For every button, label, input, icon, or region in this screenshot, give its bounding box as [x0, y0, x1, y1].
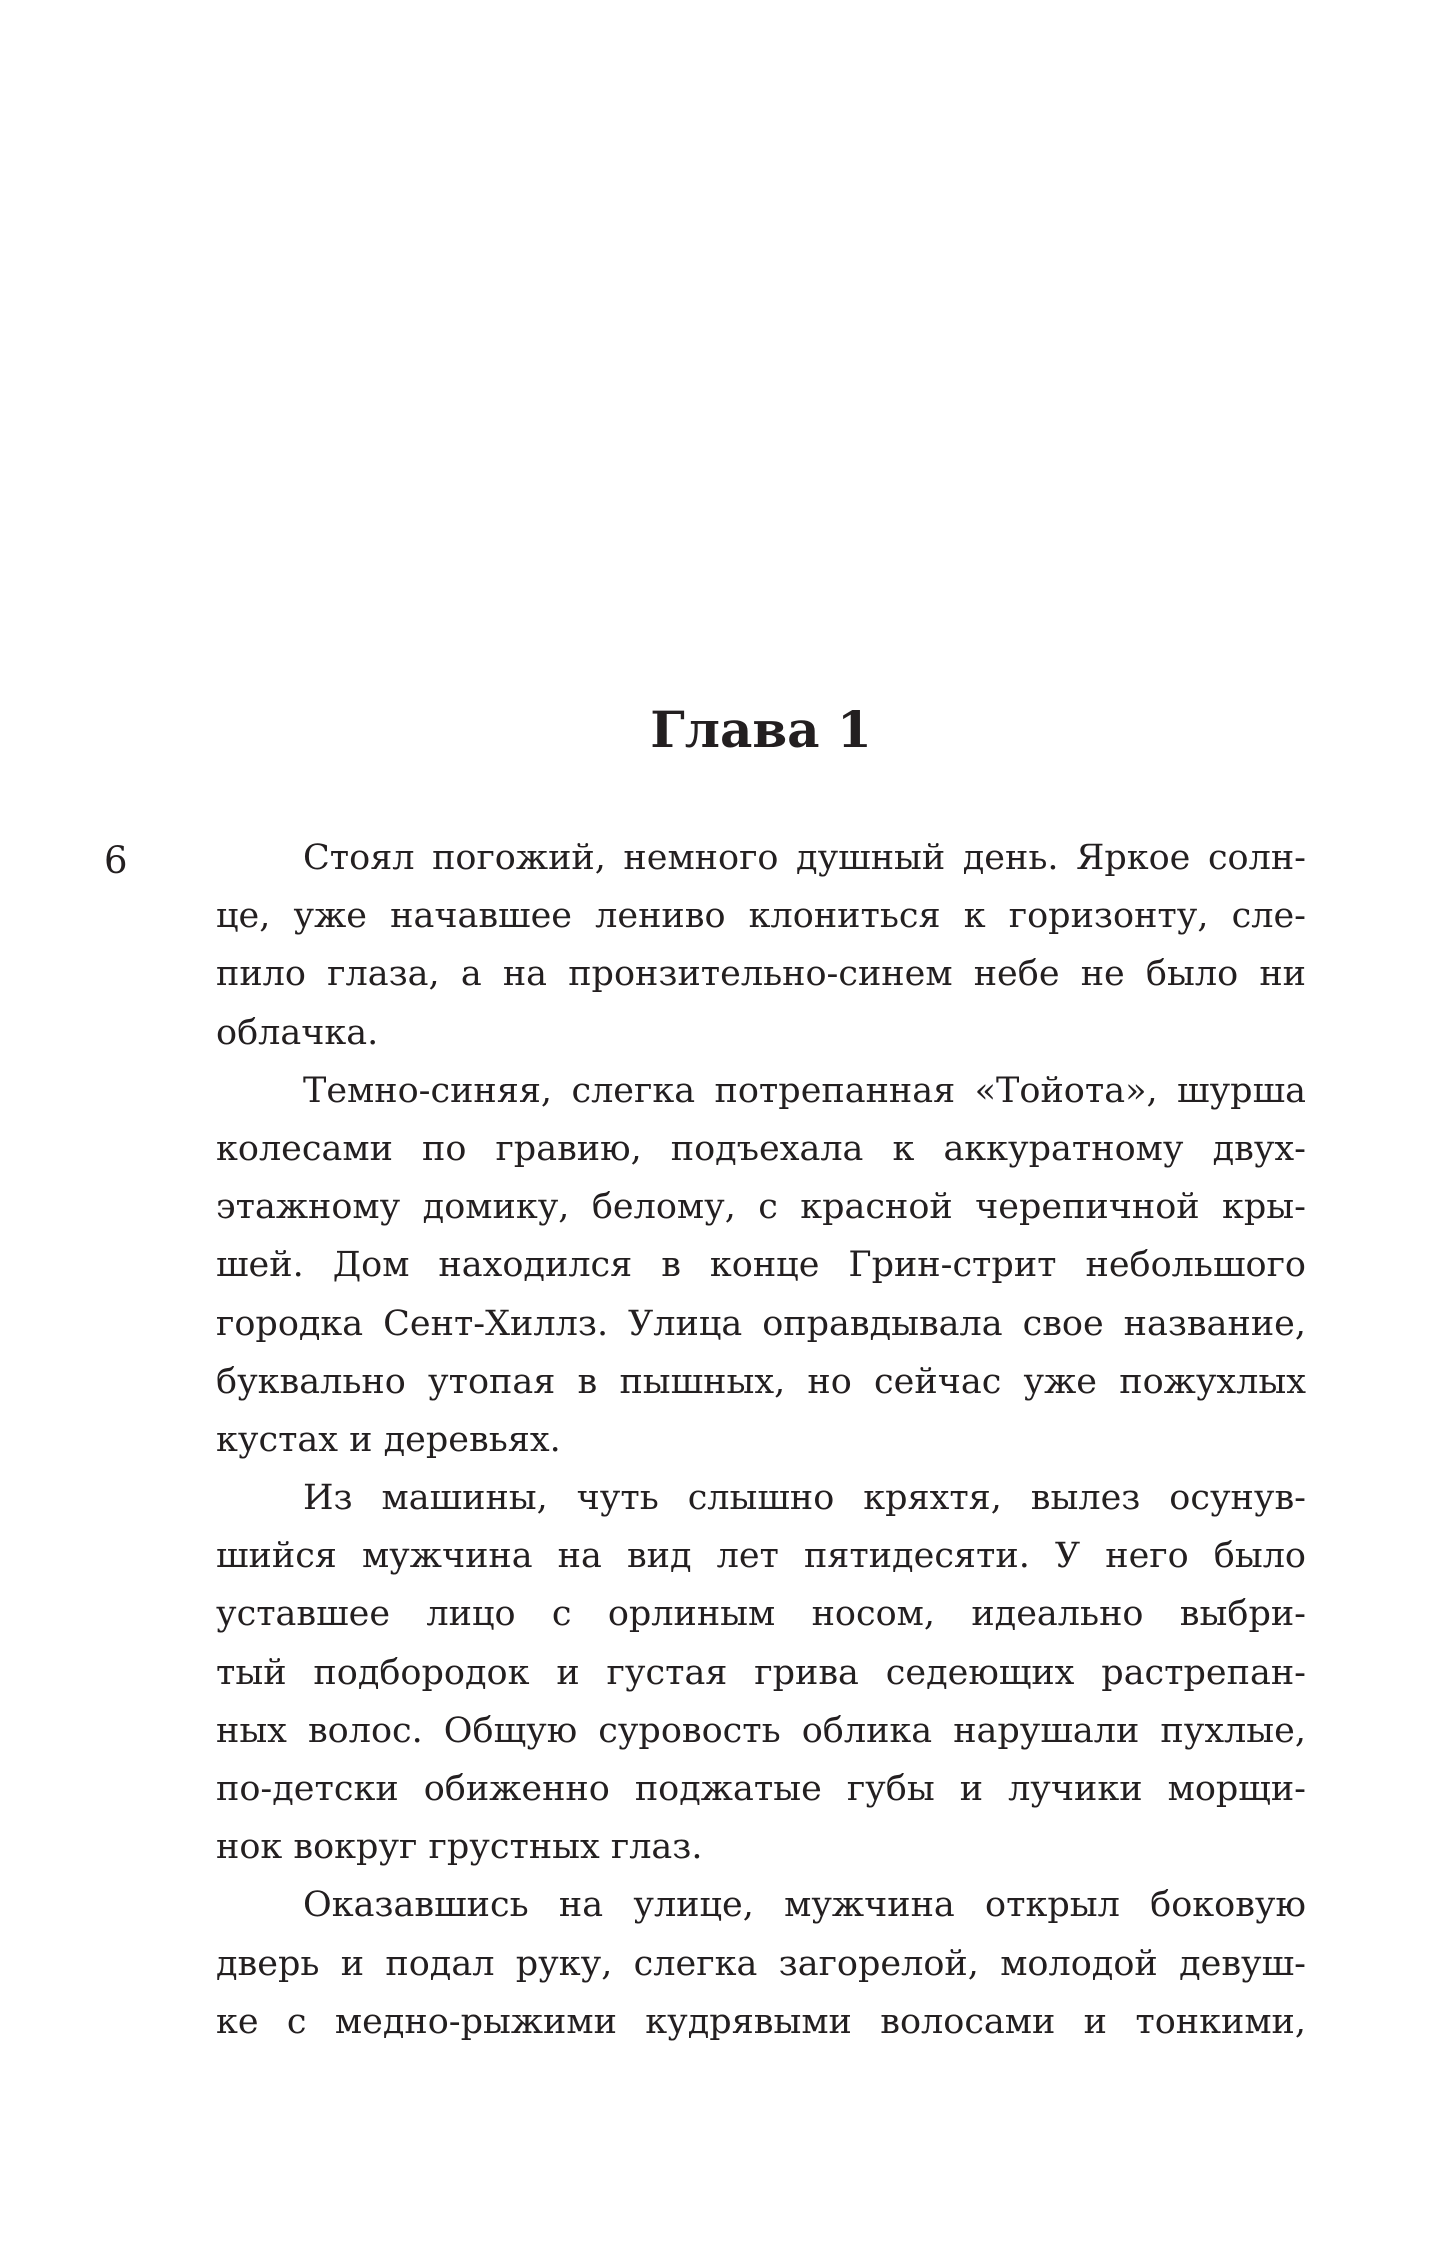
- text-line: уставшее лицо с орлиным носом, идеально выбри-: [216, 1594, 1306, 1635]
- text-line: Стоял погожий, немного душный день. Яркое солн-: [303, 838, 1306, 878]
- text-line: этажному домику, белому, с красной черепичной кры-: [216, 1187, 1306, 1228]
- text-line: пило глаза, а на пронзительно-синем небе не было ни: [216, 954, 1306, 995]
- text-line: Темно-синяя, слегка потрепанная «Тойота», шурша: [303, 1070, 1306, 1111]
- chapter-title: Глава 1: [650, 700, 872, 759]
- text-line: ке с медно-рыжими кудрявыми волосами и тонкими,: [216, 2001, 1306, 2042]
- text-line: дверь и подал руку, слегка загорелой, молодой девуш-: [216, 1943, 1306, 1984]
- text-line: тый подбородок и густая грива седеющих растрепан-: [216, 1652, 1306, 1693]
- paragraph: [216, 1469, 1306, 1876]
- text-line: кустах и деревьях.: [216, 1419, 561, 1460]
- text-line: шей. Дом находился в конце Грин-стрит небольшого: [216, 1245, 1306, 1286]
- text-line: по-детски обиженно поджатые губы и лучики морщи-: [216, 1769, 1306, 1809]
- text-line: нок вокруг грустных глаз.: [216, 1827, 703, 1868]
- text-line: Из машины, чуть слышно кряхтя, вылез осунув-: [303, 1478, 1306, 1519]
- text-line: Оказавшись на улице, мужчина открыл боковую: [303, 1885, 1306, 1926]
- body-text: [216, 829, 1306, 2051]
- paragraph: [216, 829, 1306, 1062]
- text-line: шийся мужчина на вид лет пятидесяти. У него было: [216, 1536, 1306, 1577]
- text-line: облачка.: [216, 1012, 379, 1053]
- paragraph: [216, 1876, 1306, 2051]
- page-number: 6: [104, 839, 128, 882]
- text-line: колесами по гравию, подъехала к аккуратному двух-: [216, 1128, 1306, 1169]
- text-line: ных волос. Общую суровость облика нарушали пухлые,: [216, 1710, 1306, 1751]
- text-line: буквально утопая в пышных, но сейчас уже пожухлых: [216, 1361, 1306, 1402]
- paragraph: [216, 1062, 1306, 1469]
- text-line: це, уже начавшее лениво клониться к горизонту, сле-: [216, 896, 1306, 937]
- text-line: городка Сент-Хиллз. Улица оправдывала свое название,: [216, 1303, 1306, 1344]
